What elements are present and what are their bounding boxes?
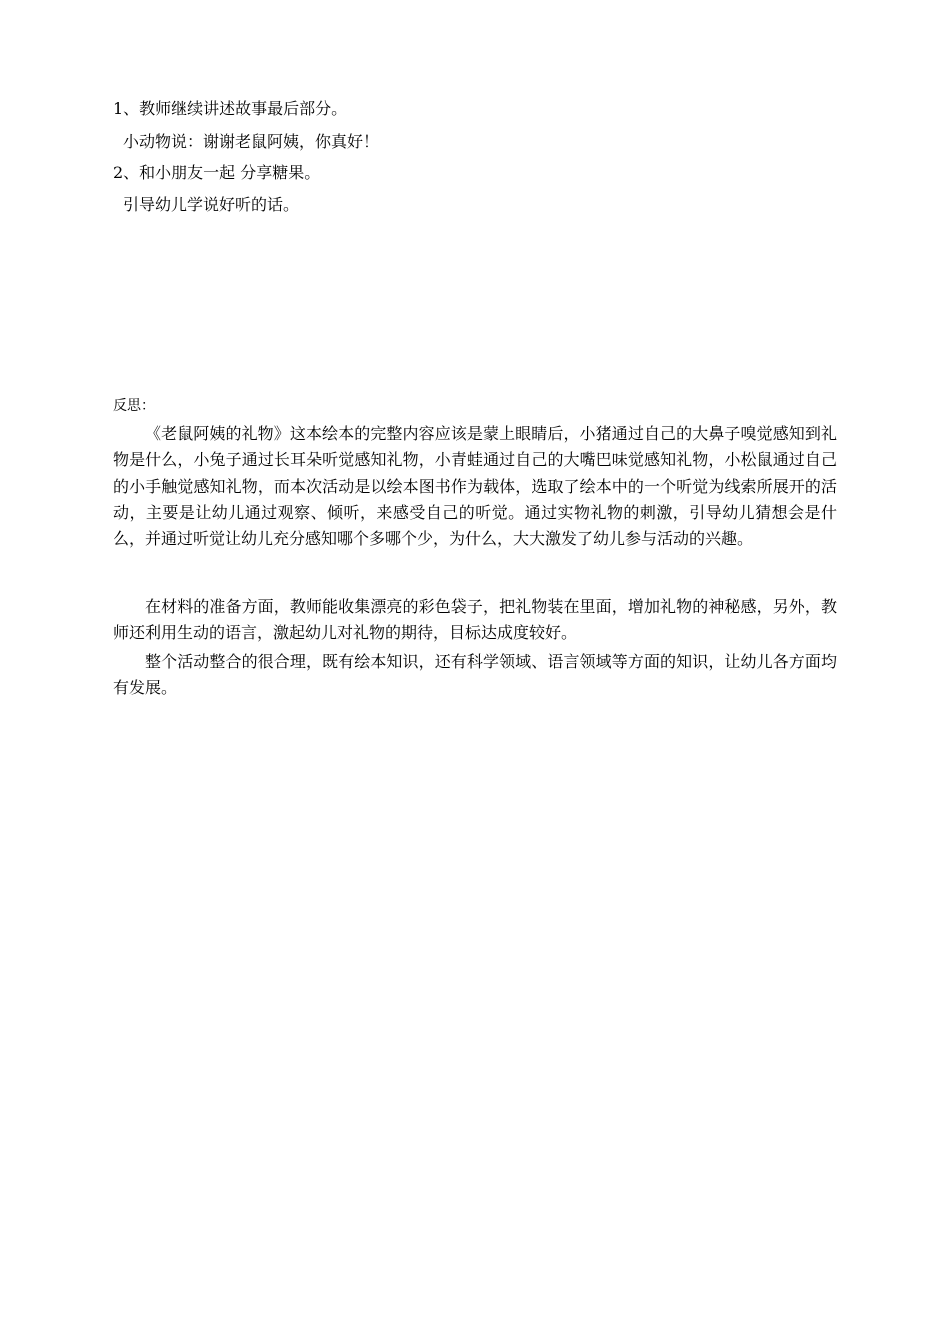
step-1-quote-text: 小动物说：谢谢老鼠阿姨，你真好！ bbox=[123, 132, 380, 151]
step-1-text: 1、教师继续讲述故事最后部分。 bbox=[113, 99, 348, 118]
step-2-note-text: 引导幼儿学说好听的话。 bbox=[123, 195, 300, 214]
reflection-paragraph-3: 整个活动整合的很合理，既有绘本知识，还有科学领域、语言领域等方面的知识，让幼儿各方面均有发展。 bbox=[113, 652, 837, 698]
reflection-paragraph-1: 《老鼠阿姨的礼物》这本绘本的完整内容应该是蒙上眼睛后，小猪通过自己的大鼻子嗅觉感知到礼物是什么，小兔子通过长耳朵听觉感知礼物，小青蛙通过自己的大嘴巴味觉感知礼物，小松鼠通过自己的小手触觉感知礼物，而本次活动是以绘本图书作为载体，选取了绘本中的一个听觉为线索所展开的活动，主要是让幼儿通过观察、倾听，来感受自己的听觉。通过实物礼物的刺激，引导幼儿猜想会是什么，并通过听觉让幼儿充分感知哪个多哪个少，为什么，大大激发了幼儿参与活动的兴趣。 bbox=[113, 424, 837, 549]
reflection-paragraph-2: 在材料的准备方面，教师能收集漂亮的彩色袋子，把礼物装在里面，增加礼物的神秘感，另外，教师还利用生动的语言，激起幼儿对礼物的期待，目标达成度较好。 bbox=[113, 597, 837, 643]
step-2-text: 2、和小朋友一起 分享糖果。 bbox=[113, 163, 321, 182]
reflection-label: 反思： bbox=[113, 398, 155, 414]
